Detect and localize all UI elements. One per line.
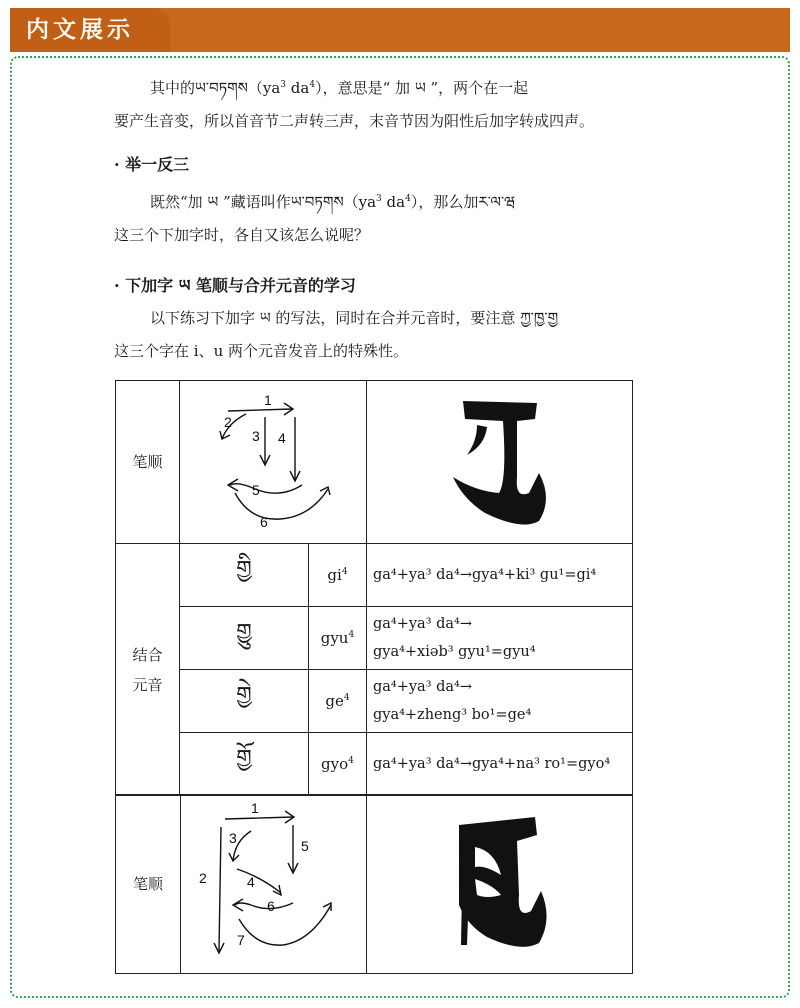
calligraphy-sample	[366, 381, 632, 544]
vowel-formula: ga⁴+ya³ da⁴→gya⁴+ki³ gu¹=gi⁴	[366, 544, 632, 607]
calligraphy-glyph-kha-ya	[367, 795, 632, 969]
svg-text:3: 3	[229, 830, 237, 846]
vowel-glyph: གྱི	[180, 544, 309, 607]
vowel-reading: gyu$^4$	[308, 607, 366, 670]
tibetan-term: ཡ་བཏགས	[290, 193, 344, 211]
stroke-order-sketch	[181, 795, 366, 969]
vowel-formula: ga⁴+ya³ da⁴→ gya⁴+zheng³ bo¹=ge⁴	[366, 670, 632, 733]
vowel-reading: $ge^4$	[308, 670, 366, 733]
svg-text:5: 5	[252, 482, 260, 498]
paragraph-2-line-1: 既然“加 ཡ ”藏语叫作$ཡ་བཏགས(ya^3$ $da^4$），那么加ར་ལ་ཝ	[150, 193, 516, 211]
svg-text:2: 2	[199, 870, 207, 886]
tibetan-subjoined-letters: ར་ལ་ཝ	[478, 193, 516, 211]
svg-text:6: 6	[267, 898, 275, 914]
heading-practice: · 举一反三	[114, 155, 190, 174]
stroke-vowel-table	[115, 380, 633, 796]
svg-text:4: 4	[247, 874, 255, 890]
paragraph-3	[114, 302, 634, 368]
svg-text:4: 4	[278, 430, 286, 446]
combine-vowel-label: 结合 元音	[116, 544, 180, 796]
vowel-reading: gyo$^4$	[308, 733, 366, 796]
paragraph-1-line-1: 其中的$ཡ་བཏགས(ya^3$ $da^4$），意思是“ 加 ཡ ”，两个在一起	[150, 79, 529, 97]
vowel-formula: ga⁴+ya³ da⁴→ gya⁴+xiəb³ gyu¹=gyu⁴	[366, 607, 632, 670]
vowel-glyph: གྱེ	[180, 670, 309, 733]
stroke-order-table-2	[115, 794, 633, 974]
svg-text:1: 1	[264, 392, 272, 408]
stroke-order-diagram	[181, 795, 367, 974]
paragraph-3-line-2: 这三个字在 i、u 两个元音发音上的特殊性。	[114, 342, 408, 360]
svg-text:3: 3	[252, 428, 260, 444]
paragraph-3-line-1: 以下练习下加字 ཡ 的写法，同时在合并元音时，要注意 ཀྱ་ཁྱ་གྱ	[150, 309, 559, 327]
calligraphy-sample	[367, 795, 633, 974]
stroke-order-label: 笔顺	[116, 795, 181, 974]
paragraph-1-line-2: 要产生音变，所以首音节二声转三声，末音节因为阳性后加字转成四声。	[114, 112, 595, 130]
vowel-reading: $gi^4$	[308, 544, 366, 607]
svg-text:1: 1	[251, 800, 259, 816]
svg-text:7: 7	[237, 932, 245, 948]
section-title: 内文展示	[10, 8, 170, 52]
svg-text:6: 6	[260, 514, 268, 530]
heading-stroke-order: · 下加字 ཡ 笔顺与合并元音的学习	[114, 276, 356, 295]
stroke-order-sketch	[180, 381, 365, 539]
calligraphy-glyph-ga-ya	[367, 381, 632, 539]
stroke-order-diagram	[180, 381, 367, 544]
paragraph-2	[114, 186, 634, 252]
paragraph-1	[114, 72, 634, 138]
svg-text:5: 5	[301, 838, 309, 854]
paragraph-2-line-2: 这三个下加字时，各自又该怎么说呢？	[114, 226, 370, 244]
vowel-glyph: གྱུ	[180, 607, 309, 670]
svg-text:2: 2	[224, 414, 232, 430]
vowel-formula: ga⁴+ya³ da⁴→gya⁴+na³ ro¹=gyo⁴	[366, 733, 632, 796]
stroke-order-label: 笔顺	[116, 381, 180, 544]
tibetan-term: ཡ་བཏགས	[195, 79, 248, 97]
vowel-glyph: གྱོ	[180, 733, 309, 796]
